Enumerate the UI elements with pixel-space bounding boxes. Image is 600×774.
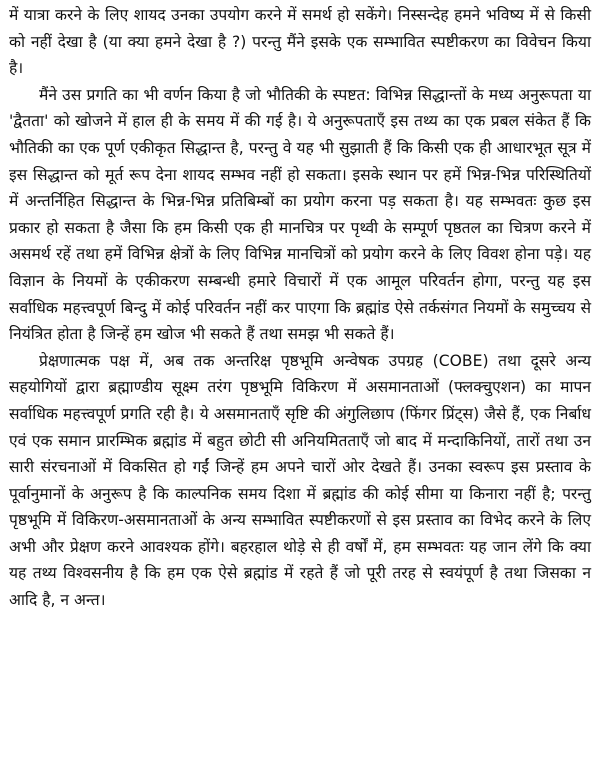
paragraph-observational-side: प्रेक्षणात्मक पक्ष में, अब तक अन्तरिक्ष पृष्ठभूमि अन्वेषक उपग्रह (COBE) तथा दूसरे अन्य सहयोगियों द्वारा ब्रह्माण्डीय सूक्ष्म तरंग पृष्ठभूमि विकिरण में असमानताओं (फ्लक्चुएशन) का मापन सर्वाधिक महत्त्वपूर्ण प्रगति रही है। ये असमानताएँ सृष्टि की अंगुलिछाप (फिंगर प्रिंट्स) जैसे हैं, एक निर्बाध एवं एक समान प्रारम्भिक ब्रह्मांड में बहुत छोटी सी अनियमितताएँ जो बाद में मन्दाकिनियों, तारों तथा उन सारी संरचनाओं में विकसित हो गईं जिन्हें हम अपने चारों ओर देखते हैं। उनका स्वरूप इस प्रस्ताव के पूर्वानुमानों के अनुरूप है कि काल्पनिक समय दिशा में ब्रह्मांड की कोई सीमा या किनारा नहीं है; परन्तु पृष्ठभूमि में विकिरण-असमानताओं के अन्य सम्भावित स्पष्टीकरणों से इस प्रस्ताव का विभेद करने के लिए अभी और प्रेक्षण करने आवश्यक होंगे। बहरहाल थोड़े से ही वर्षों में, हम सम्भवतः यह जान लेंगे कि क्या यह तथ्य विश्वसनीय है कि हम एक ऐसे ब्रह्मांड में रहते हैं जो पूरी तरह से स्वयंपूर्ण है तथा जिसका न आदि है, न अन्त। — [9, 351, 591, 610]
paragraph-unified-theory: मैंने उस प्रगति का भी वर्णन किया है जो भौतिकी के स्पष्टत: विभिन्न सिद्धान्तों के मध्य अनुरूपता या 'द्वैतता' को खोजने में हाल ही के समय में की गई है। ये अनुरूपताएँ इस तथ्य का एक प्रबल संकेत हैं कि भौतिकी का एक पूर्ण एकीकृत सिद्धान्त है, परन्तु वे यह भी सुझाती हैं कि किसी एक ही आधारभूत सूत्र में इस सिद्धान्त को मूर्त रूप देना शायद सम्भव नहीं हो सकता। इसके स्थान पर हमें भिन्न-भिन्न परिस्थितियों में अन्तर्निहित सिद्धान्त के भिन्न-भिन्न प्रतिबिम्बों का प्रयोग करना पड़ सकता है। यह सम्भवतः कुछ इस प्रकार हो सकता है जैसा कि हम किसी एक ही मानचित्र पर पृथ्वी के सम्पूर्ण पृष्ठतल का चित्रण करने में असमर्थ रहें तथा हमें विभिन्न क्षेत्रों के लिए विभिन्न मानचित्रों को प्रयोग करने के लिए विवश होना पड़े। यह विज्ञान के नियमों के एकीकरण सम्बन्धी हमारे विचारों में एक आमूल परिवर्तन होगा, परन्तु यह इस सर्वाधिक महत्त्वपूर्ण बिन्दु में कोई परिवर्तन नहीं कर पाएगा कि ब्रह्मांड ऐसे तर्कसंगत नियमों के समुच्चय से नियंत्रित होता है जिन्हें हम खोज भी सकते हैं तथा समझ भी सकते हैं। — [9, 85, 591, 344]
paragraph-intro-continuation: में यात्रा करने के लिए शायद उनका उपयोग करने में समर्थ हो सकेंगे। निस्सन्देह हमने भविष्य में से किसी को नहीं देखा है (या क्या हमने देखा है ?) परन्तु मैंने इसके एक सम्भावित स्पष्टीकरण का विवेचन किया है। — [9, 6, 591, 78]
